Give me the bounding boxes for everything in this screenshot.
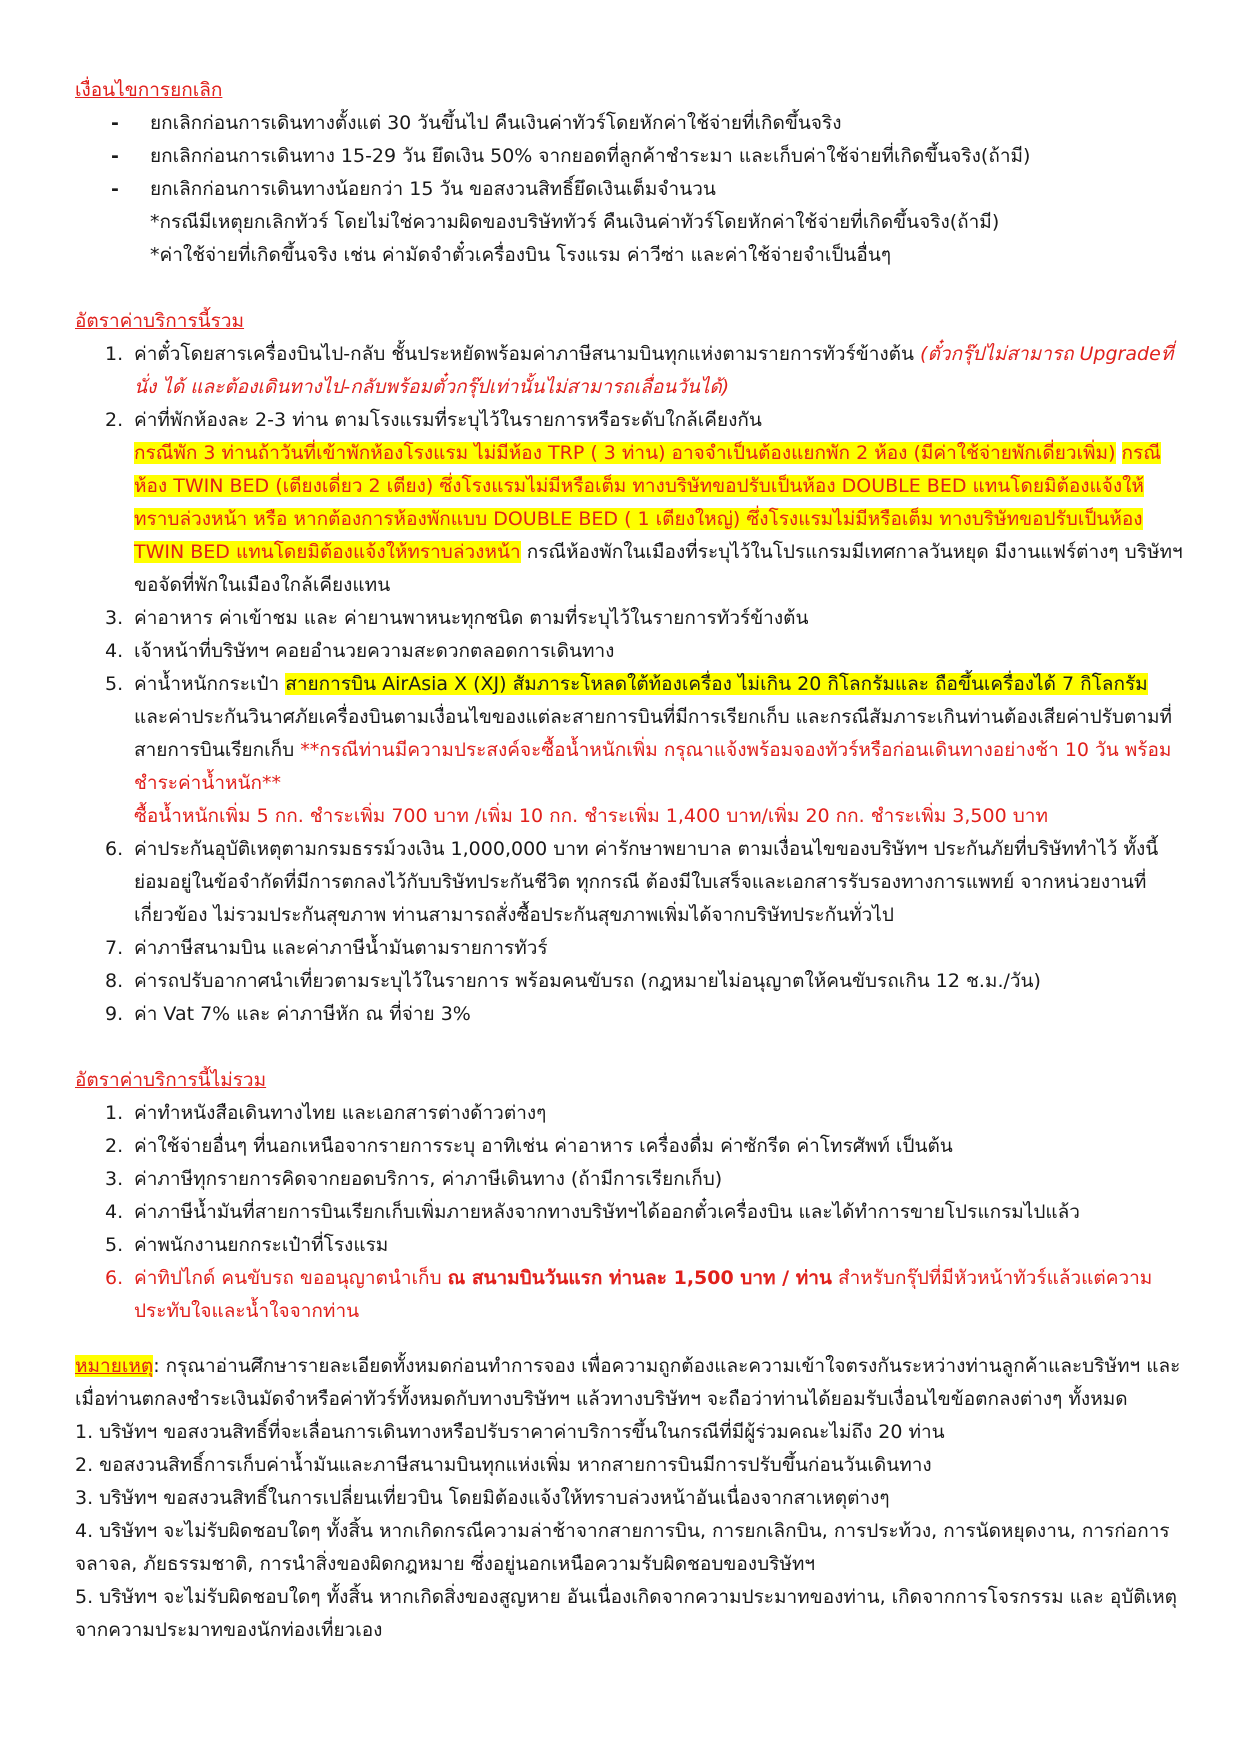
list-item: 2. ค่าใช้จ่ายอื่นๆ ที่นอกเหนือจากรายการระบุ อาทิเช่น ค่าอาหาร เครื่องดื่ม ค่าซักรีด ค่าโทรศัพท์ เป็นต้น	[105, 1135, 953, 1157]
list-item: 7. ค่าภาษีสนามบิน และค่าภาษีน้ำมันตามรายการทัวร์	[105, 937, 548, 959]
dash-bullet-icon: -	[111, 178, 119, 200]
dash-bullet-icon: -	[111, 112, 119, 134]
list-item: - ยกเลิกก่อนการเดินทางน้อยกว่า 15 วัน ขอสงวนสิทธิ์ยึดเงินเต็มจำนวน	[75, 173, 1185, 206]
list-item: 6. ค่าประกันอุบัติเหตุตามกรมธรรม์วงเงิน 1,000,000 บาท ค่ารักษาพยาบาล ตามเงื่อนไขของบริษัทฯ ประกันภัยที่บริษัททำไว้ ทั้งนี้ย่อมอยู่ในข้อจำกัดที่มีการตกลงไว้กับบริษัทประกันชีวิต ทุกกรณี ต้องมีใบเสร็จและเอกสารรับรองทางการแพทย์ จากหน่วยงานที่เกี่ยวข้อง ไม่รวมประกันสุขภาพ ท่านสามารถสั่งซื้อประกันสุขภาพเพิ่มได้จากบริษัทประกันทั่วไป	[105, 838, 1159, 926]
included-heading: อัตราค่าบริการนี้รวม	[75, 310, 245, 332]
list-item: 5. ค่าน้ำหนักกระเป๋า สายการบิน AirAsia X (XJ) สัมภาระโหลดใต้ท้องเครื่อง ไม่เกิน 20 กิโลกรัมและ ถือขึ้นเครื่องได้ 7 กิโลกรัม และค่าประกันวินาศภัยเครื่องบินตามเงื่อนไขของแต่ละสายการบินที่มีการเรียกเก็บ และกรณีสัมภาระเกินท่านต้องเสียค่าปรับตามที่สายการบินเรียกเก็บ **กรณีท่านมีความประสงค์จะซื้อน้ำหนักเพิ่ม กรุณาแจ้งพร้อมจองทัวร์หรือก่อนเดินทางอย่างช้า 10 วัน พร้อมชำระค่าน้ำหนัก** ซื้อน้ำหนักเพิ่ม 5 กก. ชำระเพิ่ม 700 บาท /เพิ่ม 10 กก. ชำระเพิ่ม 1,400 บาท/เพิ่ม 20 กก. ชำระเพิ่ม 3,500 บาท	[105, 673, 1173, 827]
document-page	[75, 74, 1185, 1647]
list-item: - ยกเลิกก่อนการเดินทาง 15-29 วัน ยึดเงิน 50% จากยอดที่ลูกค้าชำระมา และเก็บค่าใช้จ่ายที่เกิดขึ้นจริง(ถ้ามี)	[75, 140, 1185, 173]
dash-bullet-icon: -	[111, 145, 119, 167]
list-item: 1. ค่าทำหนังสือเดินทางไทย และเอกสารต่างด้าวต่างๆ	[105, 1102, 547, 1124]
spacer	[75, 1031, 1185, 1064]
excluded-list	[75, 1097, 1185, 1328]
remarks-label: หมายเหตุ	[75, 1355, 154, 1377]
list-item: 3. ค่าภาษีทุกรายการคิดจากยอดบริการ, ค่าภาษีเดินทาง (ถ้ามีการเรียกเก็บ)	[105, 1168, 723, 1190]
list-item: 3. ค่าอาหาร ค่าเข้าชม และ ค่ายานพาหนะทุกชนิด ตามที่ระบุไว้ในรายการทัวร์ข้างต้น	[105, 607, 809, 629]
spacer	[75, 272, 1185, 305]
cancel-note: *ค่าใช้จ่ายที่เกิดขึ้นจริง เช่น ค่ามัดจำตั๋วเครื่องบิน โรงแรม ค่าวีซ่า และค่าใช้จ่ายจำเป็นอื่นๆ	[150, 244, 892, 266]
remark-point: 5. บริษัทฯ จะไม่รับผิดชอบใดๆ ทั้งสิ้น หากเกิดสิ่งของสูญหาย อันเนื่องเกิดจากความประมาทของท่าน, เกิดจากการโจรกรรม และ อุบัติเหตุจากความประมาทของนักท่องเที่ยวเอง	[75, 1586, 1177, 1641]
spacer	[75, 1328, 1185, 1350]
list-item: 9. ค่า Vat 7% และ ค่าภาษีหัก ณ ที่จ่าย 3%	[105, 1003, 471, 1025]
list-item: 5. ค่าพนักงานยกกระเป๋าที่โรงแรม	[105, 1234, 389, 1256]
cancel-note: *กรณีมีเหตุยกเลิกทัวร์ โดยไม่ใช่ความผิดของบริษัททัวร์ คืนเงินค่าทัวร์โดยหักค่าใช้จ่ายที่เกิดขึ้นจริง(ถ้ามี)	[150, 211, 1000, 233]
cancel-list	[75, 107, 1185, 206]
remark-point: 4. บริษัทฯ จะไม่รับผิดชอบใดๆ ทั้งสิ้น หากเกิดกรณีความล่าช้าจากสายการบิน, การยกเลิกบิน, การประท้วง, การนัดหยุดงาน, การก่อการจลาจล, ภัยธรรมชาติ, การนำสิ่งของผิดกฎหมาย ซึ่งอยู่นอกเหนือความรับผิดชอบของบริษัทฯ	[75, 1520, 1170, 1575]
excluded-heading: อัตราค่าบริการนี้ไม่รวม	[75, 1069, 267, 1091]
list-item: 6. ค่าทิปไกด์ คนขับรถ ขออนุญาตนำเก็บ ณ สนามบินวันแรก ท่านละ 1,500 บาท / ท่าน สำหรับกรุ๊ปที่มีหัวหน้าทัวร์แล้วแต่ความประทับใจและน้ำใจจากท่าน	[105, 1267, 1153, 1322]
list-item: 2. ค่าที่พักห้องละ 2-3 ท่าน ตามโรงแรมที่ระบุไว้ในรายการหรือระดับใกล้เคียงกัน กรณีพัก 3 ท่านถ้าวันที่เข้าพักห้องโรงแรม ไม่มีห้อง TRP ( 3 ท่าน) อาจจำเป็นต้องแยกพัก 2 ห้อง (มีค่าใช้จ่ายพักเดี่ยวเพิ่ม) กรณีห้อง TWIN BED (เตียงเดี่ยว 2 เตียง) ซึ่งโรงแรมไม่มีหรือเต็ม ทางบริษัทขอปรับเป็นห้อง DOUBLE BED แทนโดยมิต้องแจ้งให้ทราบล่วงหน้า หรือ หากต้องการห้องพักแบบ DOUBLE BED ( 1 เตียงใหญ่) ซึ่งโรงแรมไม่มีหรือเต็ม ทางบริษัทขอปรับเป็นห้อง TWIN BED แทนโดยมิต้องแจ้งให้ทราบล่วงหน้า กรณีห้องพักในเมืองที่ระบุไว้ในโปรแกรมมีเทศกาลวันหยุด มีงานแฟร์ต่างๆ บริษัทฯ ขอจัดที่พักในเมืองใกล้เคียงแทน	[105, 409, 1183, 596]
remark-point: 3. บริษัทฯ ขอสงวนสิทธิ์ในการเปลี่ยนเที่ยวบิน โดยมิต้องแจ้งให้ทราบล่วงหน้าอันเนื่องจากสาเหตุต่างๆ	[75, 1487, 890, 1509]
remark-point: 2. ขอสงวนสิทธิ์การเก็บค่าน้ำมันและภาษีสนามบินทุกแห่งเพิ่ม หากสายการบินมีการปรับขึ้นก่อนวันเดินทาง	[75, 1454, 932, 1476]
list-item: 8. ค่ารถปรับอากาศนำเที่ยวตามระบุไว้ในรายการ พร้อมคนขับรถ (กฎหมายไม่อนุญาตให้คนขับรถเกิน 12 ช.ม./วัน)	[105, 970, 1041, 992]
cancel-notes	[75, 206, 1185, 272]
cancel-heading: เงื่อนไขการยกเลิก	[75, 79, 223, 101]
list-item: - ยกเลิกก่อนการเดินทางตั้งแต่ 30 วันขึ้นไป คืนเงินค่าทัวร์โดยหักค่าใช้จ่ายที่เกิดขึ้นจริง	[75, 107, 1185, 140]
remark-point: 1. บริษัทฯ ขอสงวนสิทธิ์ที่จะเลื่อนการเดินทางหรือปรับราคาค่าบริการขึ้นในกรณีที่มีผู้ร่วมคณะไม่ถึง 20 ท่าน	[75, 1421, 945, 1443]
included-list	[75, 338, 1185, 1031]
remarks-points	[75, 1416, 1185, 1647]
list-item: 4. ค่าภาษีน้ำมันที่สายการบินเรียกเก็บเพิ่มภายหลังจากทางบริษัทฯได้ออกตั๋วเครื่องบิน และได้ทำการขายโปรแกรมไปแล้ว	[105, 1201, 1080, 1223]
remarks-intro: หมายเหตุ: กรุณาอ่านศึกษารายละเอียดทั้งหมดก่อนทำการจอง เพื่อความถูกต้องและความเข้าใจตรงกันระหว่างท่านลูกค้าและบริษัทฯ และเมื่อท่านตกลงชำระเงินมัดจำหรือค่าทัวร์ทั้งหมดกับทางบริษัทฯ แล้วทางบริษัทฯ จะถือว่าท่านได้ยอมรับเงื่อนไขข้อตกลงต่างๆ ทั้งหมด	[75, 1355, 1181, 1410]
list-item: 4. เจ้าหน้าที่บริษัทฯ คอยอำนวยความสะดวกตลอดการเดินทาง	[105, 640, 615, 662]
list-item: 1. ค่าตั๋วโดยสารเครื่องบินไป-กลับ ชั้นประหยัดพร้อมค่าภาษีสนามบินทุกแห่งตามรายการทัวร์ข้างต้น (ตั๋วกรุ๊ปไม่สามารถ Upgradeที่นั่ง ได้ และต้องเดินทางไป-กลับพร้อมตั๋วกรุ๊ปเท่านั้นไม่สามารถเลื่อนวันได้)	[105, 343, 1174, 398]
